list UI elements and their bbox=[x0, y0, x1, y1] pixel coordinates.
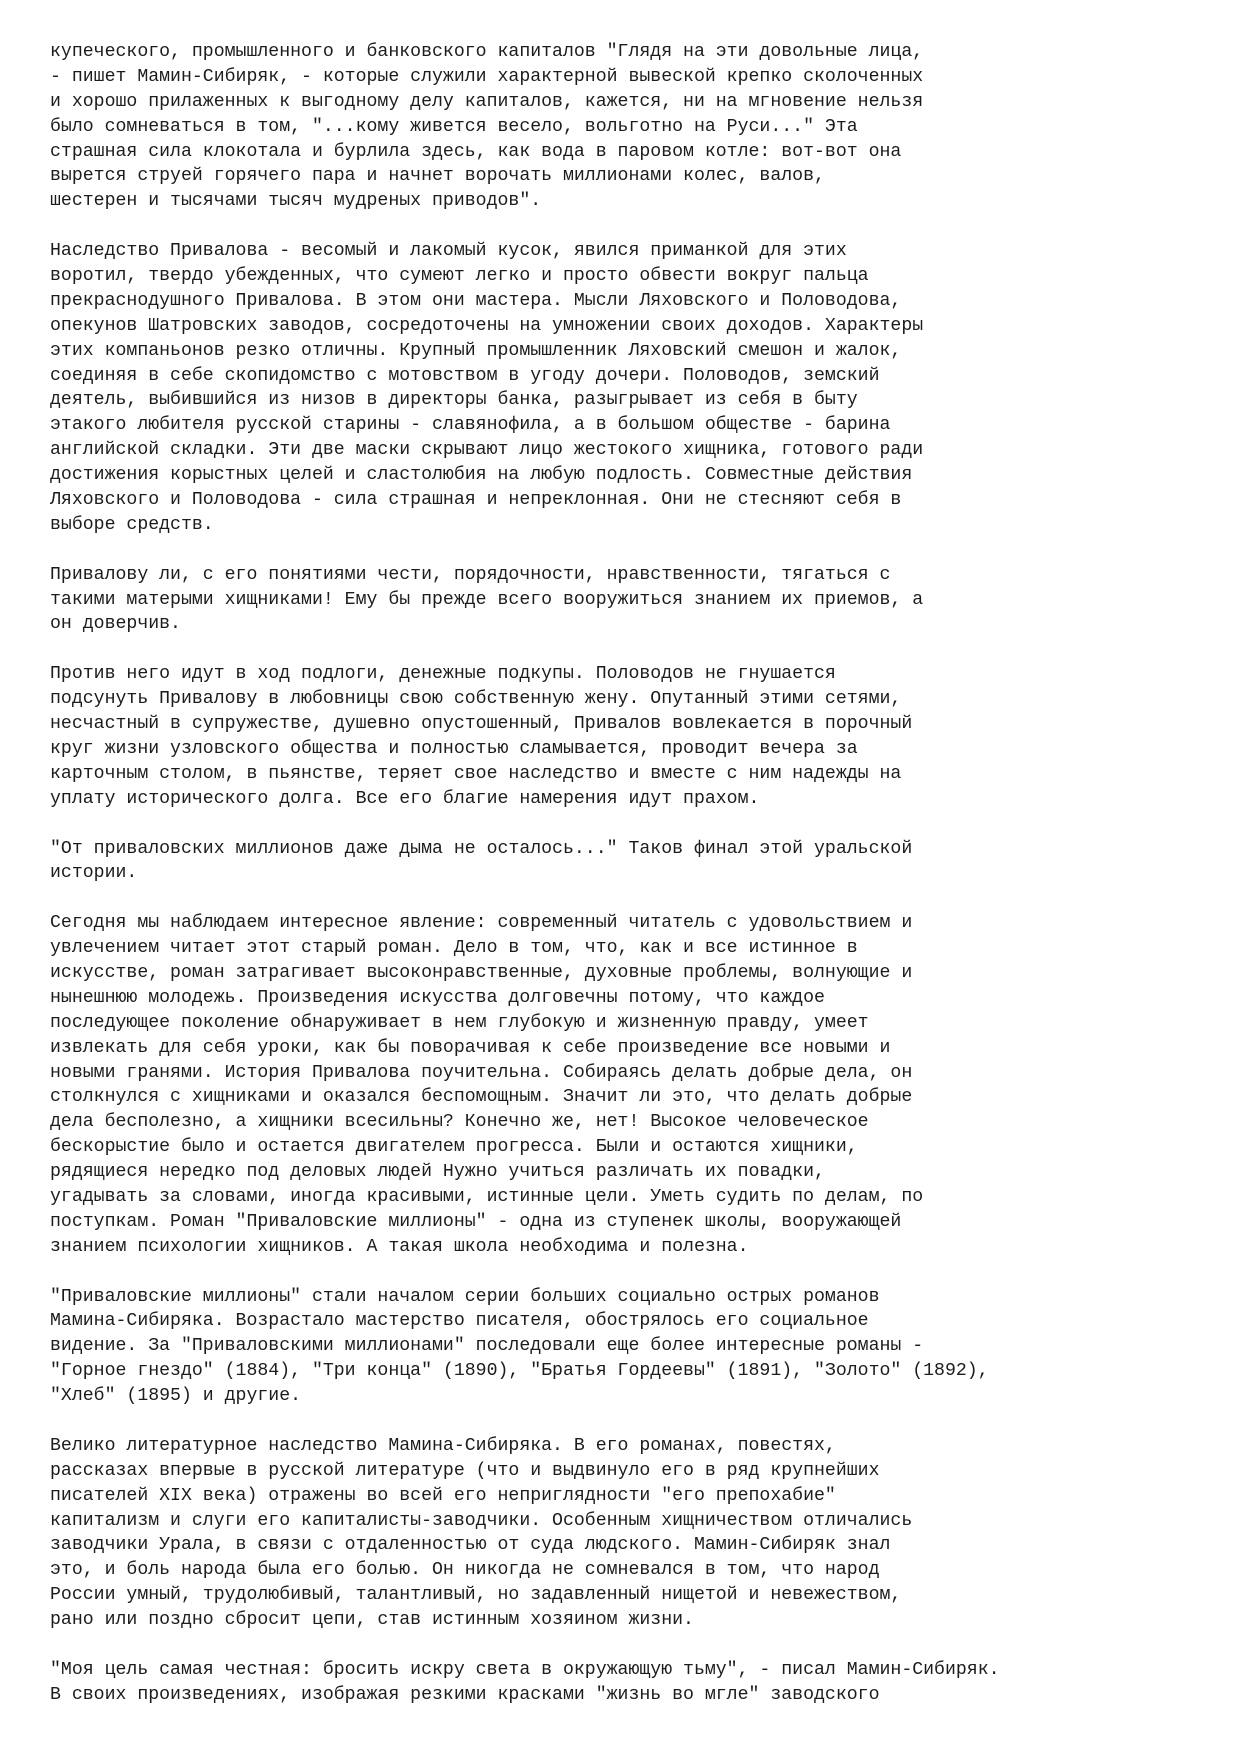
text-line: истории. bbox=[50, 863, 138, 884]
text-line: Велико литературное наследство Мамина-Сибиряка. В его романах, повестях, bbox=[50, 1435, 836, 1456]
text-line: это, и боль народа была его болью. Он никогда не сомневался в том, что народ bbox=[50, 1560, 880, 1581]
text-line: Мамина-Сибиряка. Возрастало мастерство писателя, обострялось его социальное bbox=[50, 1311, 869, 1332]
text-line: последующее поколение обнаруживает в нем глубокую и жизненную правду, умеет bbox=[50, 1012, 869, 1033]
text-line: достижения корыстных целей и сластолюбия на любую подлость. Совместные действия bbox=[50, 465, 913, 486]
text-line: столкнулся с хищниками и оказался беспомощным. Значит ли это, что делать добрые bbox=[50, 1087, 913, 1108]
text-line: круг жизни узловского общества и полностью сламывается, проводит вечера за bbox=[50, 738, 858, 759]
paragraph-7 bbox=[50, 1285, 1230, 1409]
text-line: извлекать для себя уроки, как бы поворачивая к себе произведение все новыми и bbox=[50, 1037, 891, 1058]
text-line: знанием психологии хищников. А такая школа необходима и полезна. bbox=[50, 1236, 749, 1257]
paragraph-5 bbox=[50, 837, 1230, 887]
paragraph-4 bbox=[50, 662, 1230, 811]
text-line: "Хлеб" (1895) и другие. bbox=[50, 1386, 302, 1407]
text-line: уплату исторического долга. Все его благие намерения идут прахом. bbox=[50, 788, 760, 809]
paragraph-2 bbox=[50, 239, 1230, 538]
paragraph-9 bbox=[50, 1658, 1230, 1708]
text-line: рано или поздно сбросит цепи, став истинным хозяином жизни. bbox=[50, 1610, 694, 1631]
text-line: Сегодня мы наблюдаем интересное явление: современный читатель с удовольствием и bbox=[50, 913, 913, 934]
document-page bbox=[50, 40, 1230, 1733]
paragraph-8 bbox=[50, 1434, 1230, 1633]
text-line: угадывать за словами, иногда красивыми, истинные цели. Уметь судить по делам, по bbox=[50, 1186, 924, 1207]
text-line: "От приваловских миллионов даже дыма не осталось..." Таков финал этой уральской bbox=[50, 838, 913, 859]
text-line: вырется струей горячего пара и начнет ворочать миллионами колес, валов, bbox=[50, 166, 825, 187]
text-line: этакого любителя русской старины - славянофила, а в большом обществе - барина bbox=[50, 415, 891, 436]
text-line: рядящиеся нередко под деловых людей Нужно учиться различать их повадки, bbox=[50, 1162, 825, 1183]
text-line: выборе средств. bbox=[50, 514, 214, 535]
text-line: несчастный в супружестве, душевно опустошенный, Привалов вовлекается в порочный bbox=[50, 714, 913, 735]
text-line: купеческого, промышленного и банковского капиталов "Глядя на эти довольные лица, bbox=[50, 42, 924, 62]
text-line: бескорыстие было и остается двигателем прогресса. Были и остаются хищники, bbox=[50, 1137, 858, 1158]
text-line: он доверчив. bbox=[50, 614, 181, 635]
text-line: капитализм и слуги его капиталисты-заводчики. Особенным хищничеством отличались bbox=[50, 1510, 913, 1531]
paragraph-6 bbox=[50, 911, 1230, 1259]
paragraph-1 bbox=[50, 40, 1230, 214]
text-line: видение. За "Приваловскими миллионами" последовали еще более интересные романы - bbox=[50, 1336, 924, 1357]
text-line: новыми гранями. История Привалова поучительна. Собираясь делать добрые дела, он bbox=[50, 1062, 913, 1083]
text-line: "Горное гнездо" (1884), "Три конца" (1890), "Братья Гордеевы" (1891), "Золото" (1892), bbox=[50, 1361, 989, 1382]
text-line: английской складки. Эти две маски скрывают лицо жестокого хищника, готового ради bbox=[50, 440, 924, 461]
text-line: воротил, твердо убежденных, что сумеют легко и просто обвести вокруг пальца bbox=[50, 266, 869, 287]
text-line: поступкам. Роман "Приваловские миллионы" - одна из ступенек школы, вооружающей bbox=[50, 1211, 902, 1232]
text-line: рассказах впервые в русской литературе (что и выдвинуло его в ряд крупнейших bbox=[50, 1460, 880, 1481]
text-line: заводчики Урала, в связи с отдаленностью от суда людского. Мамин-Сибиряк знал bbox=[50, 1535, 891, 1556]
text-line: увлечением читает этот старый роман. Дело в том, что, как и все истинное в bbox=[50, 938, 858, 959]
text-line: писателей XIX века) отражены во всей его неприглядности "его препохабие" bbox=[50, 1485, 836, 1506]
text-line: Наследство Привалова - весомый и лакомый кусок, явился приманкой для этих bbox=[50, 241, 847, 262]
text-line: и хорошо прилаженных к выгодному делу капиталов, кажется, ни на мгновение нельзя bbox=[50, 91, 924, 112]
text-line: Ляховского и Половодова - сила страшная и непреклонная. Они не стесняют себя в bbox=[50, 490, 902, 511]
text-line: этих компаньонов резко отличны. Крупный промышленник Ляховский смешон и жалок, bbox=[50, 340, 902, 361]
text-line: карточным столом, в пьянстве, теряет свое наследство и вместе с ним надежды на bbox=[50, 763, 902, 784]
text-line: шестерен и тысячами тысяч мудреных приводов". bbox=[50, 191, 542, 212]
text-line: Против него идут в ход подлоги, денежные подкупы. Половодов не гнушается bbox=[50, 664, 836, 685]
text-line: искусстве, роман затрагивает высоконравственные, духовные проблемы, волнующие и bbox=[50, 962, 913, 983]
text-line: страшная сила клокотала и бурлила здесь, как вода в паровом котле: вот-вот она bbox=[50, 141, 902, 162]
text-line: России умный, трудолюбивый, талантливый, но задавленный нищетой и невежеством, bbox=[50, 1585, 902, 1606]
text-line: было сомневаться в том, "...кому живется весело, вольготно на Руси..." Эта bbox=[50, 116, 858, 137]
text-line: "Моя цель самая честная: бросить искру света в окружающую тьму", - писал Мамин-Сибиряк. bbox=[50, 1659, 1000, 1680]
text-line: опекунов Шатровских заводов, сосредоточены на умножении своих доходов. Характеры bbox=[50, 315, 924, 336]
text-line: прекраснодушного Привалова. В этом они мастера. Мысли Ляховского и Половодова, bbox=[50, 290, 902, 311]
text-line: - пишет Мамин-Сибиряк, - которые служили характерной вывеской крепко сколоченных bbox=[50, 66, 924, 87]
text-line: дела бесполезно, а хищники всесильны? Конечно же, нет! Высокое человеческое bbox=[50, 1112, 869, 1133]
paragraph-3 bbox=[50, 563, 1230, 638]
text-line: "Приваловские миллионы" стали началом серии больших социально острых романов bbox=[50, 1286, 880, 1307]
text-line: соединяя в себе скопидомство с мотовством в угоду дочери. Половодов, земский bbox=[50, 365, 880, 386]
text-line: такими матерыми хищниками! Ему бы прежде всего вооружиться знанием их приемов, а bbox=[50, 589, 924, 610]
text-line: деятель, выбившийся из низов в директоры банка, разыгрывает из себя в быту bbox=[50, 390, 858, 411]
text-line: В своих произведениях, изображая резкими красками "жизнь во мгле" заводского bbox=[50, 1684, 880, 1705]
text-line: Привалову ли, с его понятиями чести, порядочности, нравственности, тягаться с bbox=[50, 564, 891, 585]
text-line: нынешнюю молодежь. Произведения искусства долговечны потому, что каждое bbox=[50, 987, 825, 1008]
text-line: подсунуть Привалову в любовницы свою собственную жену. Опутанный этими сетями, bbox=[50, 689, 902, 710]
